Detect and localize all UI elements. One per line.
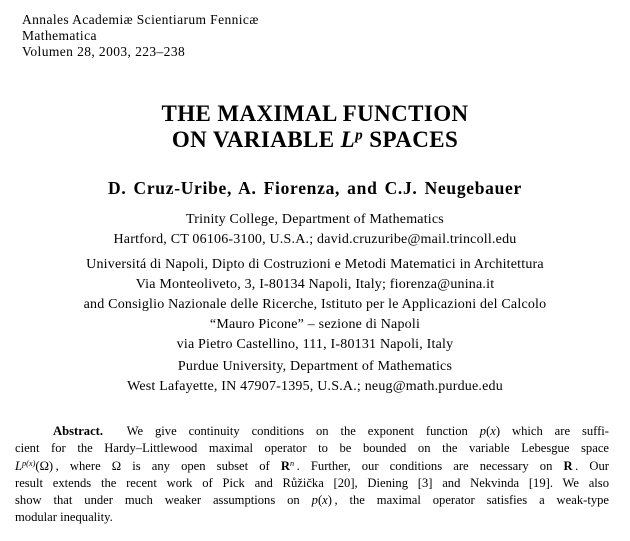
affiliation-line: via Pietro Castellino, 111, I-80131 Napoli, Italy xyxy=(176,337,454,352)
title-line-1: THE MAXIMAL FUNCTION xyxy=(161,101,469,126)
affiliation-line: West Lafayette, IN 47907-1395, U.S.A.; neug@math.purdue.edu xyxy=(127,379,503,394)
affiliation-group-trinity xyxy=(15,210,615,250)
abstract-line-2: cient for the Hardy–Littlewood maximal operator to be bounded on the variable Lebesgue space xyxy=(15,441,609,456)
affiliation-group-purdue xyxy=(15,357,615,397)
affiliation-line: and Consiglio Nazionale delle Ricerche, Istituto per le Applicazioni del Calcolo xyxy=(83,297,547,312)
abstract-line-3: $L^{p(x)}(\Omega)$ , where Ω is any open subset of $R^n$ . Further, our conditions are necessary on R . Our xyxy=(15,458,609,473)
affiliation-group-napoli xyxy=(15,255,615,355)
affiliation-line: Trinity College, Department of Mathematics xyxy=(186,212,444,227)
authors-line: D. Cruz-Uribe, A. Fiorenza, and C.J. Neugebauer xyxy=(108,178,522,198)
abstract-line-5: show that under much weaker assumptions on p(x) , the maximal operator satisfies a weak-type xyxy=(15,493,609,508)
affiliation-line: Purdue University, Department of Mathematics xyxy=(177,359,453,374)
affiliation-line: “Mauro Picone” – sezione di Napoli xyxy=(209,317,421,332)
affiliation-line: Universitá di Napoli, Dipto di Costruzioni e Metodi Matematici in Architettura xyxy=(86,257,544,272)
paper-title xyxy=(15,101,615,153)
abstract-line-4: result extends the recent work of Pick and Růžička [20], Diening [3] and Nekvinda [19]. We also xyxy=(15,475,609,490)
journal-volume-pages: Volumen 28, 2003, 223–238 xyxy=(22,44,186,60)
journal-series: Mathematica xyxy=(22,28,97,44)
affiliations-block xyxy=(15,210,615,397)
journal-header xyxy=(22,12,259,61)
title-line-2: ON VARIABLE $L^p$ SPACES xyxy=(171,126,459,152)
abstract-line-6: modular inequality. xyxy=(15,510,113,525)
affiliation-line: Via Monteoliveto, 3, I-80134 Napoli, Italy; fiorenza@unina.it xyxy=(135,277,495,292)
affiliation-line: Hartford, CT 06106-3100, U.S.A.; david.cruzuribe@mail.trincoll.edu xyxy=(113,232,517,247)
abstract-paragraph xyxy=(15,423,609,527)
abstract-line-1: Abstract. We give continuity conditions on the exponent function p(x) which are suffi- xyxy=(53,424,610,438)
journal-name: Annales Academiæ Scientiarum Fennicæ xyxy=(22,12,259,27)
